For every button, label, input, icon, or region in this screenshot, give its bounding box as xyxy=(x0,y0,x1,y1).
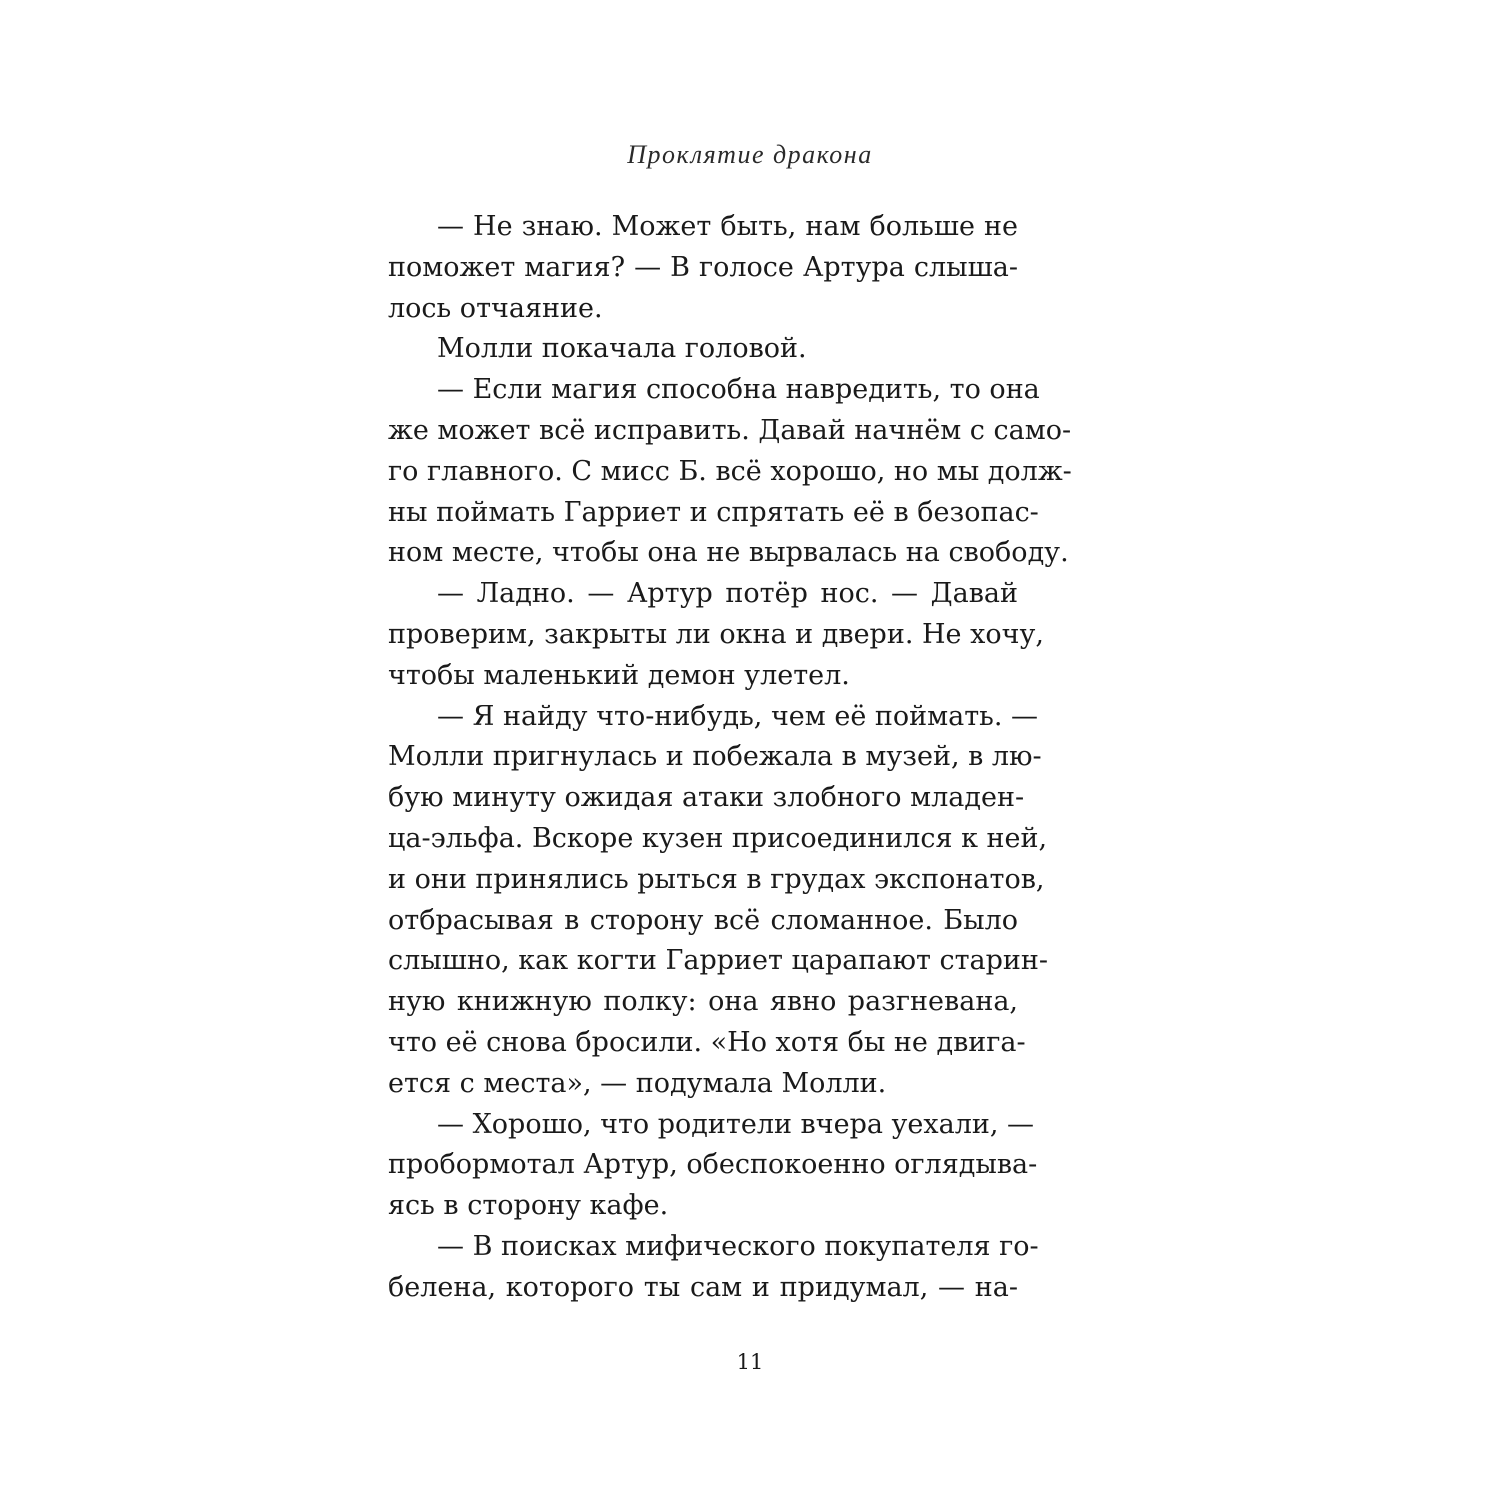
text-line: ясь в сторону кафе. xyxy=(388,1190,669,1222)
text-line: слышно, как когти Гарриет царапают старин- xyxy=(388,945,1049,977)
text-line: чтобы маленький демон улетел. xyxy=(388,659,850,691)
text-line: Молли покачала головой. xyxy=(437,333,807,365)
text-line: ны поймать Гарриет и спрятать её в безопас- xyxy=(388,496,1039,528)
text-line: — Если магия способна навредить, то она xyxy=(437,374,1040,406)
text-line: отбрасывая в сторону всё сломанное. Было xyxy=(388,904,1018,936)
text-line: — Ладно. — Артур потёр нос. — Давай xyxy=(437,578,1018,610)
text-line: го главного. С мисс Б. всё хорошо, но мы долж- xyxy=(388,455,1072,487)
text-line: — Хорошо, что родители вчера уехали, — xyxy=(437,1108,1035,1140)
text-line: что её снова бросили. «Но хотя бы не двига- xyxy=(388,1026,1026,1058)
text-line: ется с места», — подумала Молли. xyxy=(388,1067,887,1099)
text-line: — В поисках мифического покупателя го- xyxy=(437,1230,1039,1262)
page-number: 11 xyxy=(736,1350,764,1374)
text-line: белена, которого ты сам и придумал, — на- xyxy=(388,1271,1018,1303)
text-line: ном месте, чтобы она не вырвалась на свободу. xyxy=(388,537,1069,569)
text-line: Молли пригнулась и побежала в музей, в лю- xyxy=(388,741,1042,773)
body-text xyxy=(388,207,1072,1309)
text-line: проверим, закрыты ли окна и двери. Не хочу, xyxy=(388,618,1044,650)
text-line: и они принялись рыться в грудах экспонатов, xyxy=(388,863,1045,895)
text-line: лось отчаяние. xyxy=(388,292,603,324)
text-line: ца-эльфа. Вскоре кузен присоединился к ней, xyxy=(388,822,1048,854)
text-line: же может всё исправить. Давай начнём с само- xyxy=(388,414,1072,446)
text-line: — Я найду что-нибудь, чем её поймать. — xyxy=(437,700,1039,732)
text-line: пробормотал Артур, обеспокоенно оглядыва- xyxy=(388,1149,1038,1181)
text-line: бую минуту ожидая атаки злобного младен- xyxy=(388,782,1025,814)
text-line: ную книжную полку: она явно разгневана, xyxy=(388,986,1018,1018)
text-line: поможет магия? — В голосе Артура слыша- xyxy=(388,251,1018,283)
text-line: — Не знаю. Может быть, нам больше не xyxy=(437,211,1018,242)
running-head: Проклятие дракона xyxy=(627,140,873,169)
